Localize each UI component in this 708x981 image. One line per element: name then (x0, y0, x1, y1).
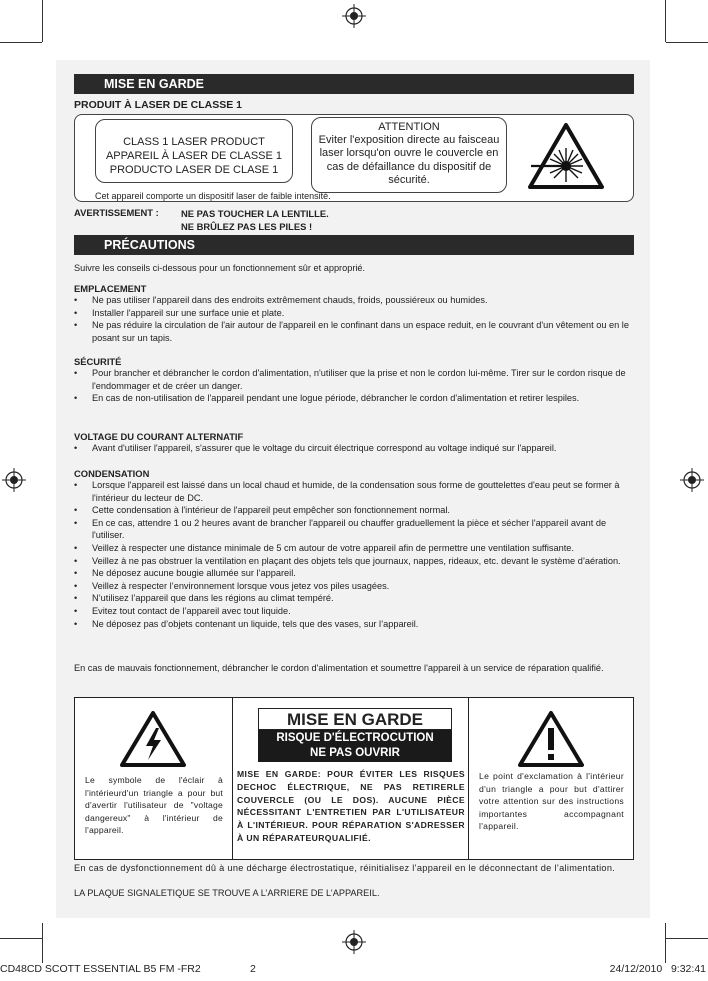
list-item: • Veillez à respecter une distance minimale de 5 cm autour de votre appareil afin de permettre une ventilation suffisante. (74, 542, 634, 555)
footer-timestamp: 24/12/2010 9:32:41 (609, 963, 706, 975)
avertissement-text (181, 207, 329, 233)
list-item: • Pour brancher et débrancher le cordon d'alimentation, n'utiliser que la prise et non le cordon lui-même. Tirer sur le cordon risque de l'endommager et de créer un danger. (74, 367, 634, 392)
section-title: EMPLACEMENT (74, 283, 147, 294)
exclamation-description: Le point d'exclamation à l'intérieur d'un triangle a pour but d'attirer votre attention sur des instructions importantes accompagnant l'appareil. (479, 771, 624, 832)
section-condensation (74, 468, 634, 630)
laser-class-label (95, 119, 293, 183)
class-line: CLASS 1 LASER PRODUCT (123, 136, 265, 148)
avertissement-label: AVERTISSEMENT : (74, 207, 159, 218)
plaque-note: LA PLAQUE SIGNALETIQUE SE TROUVE A L’ARRIERE DE L’APPAREIL. (74, 888, 380, 898)
list-item: • Ne déposez aucune bougie allumée sur l’appareil. (74, 567, 634, 580)
center-cell (233, 698, 469, 859)
list-item: • Avant d'utiliser l'appareil, s'assurer que le voltage du circuit électrique correspond au voltage indiqué sur l'appareil. (74, 442, 634, 455)
section-header-precautions: PRÉCAUTIONS (74, 235, 634, 255)
lightning-cell (75, 698, 233, 859)
low-intensity-note: Cet appareil comporte un dispositif laser de faible intensité. (95, 191, 331, 201)
shock-warning-table (74, 697, 634, 860)
class-line: APPAREIL À LASER DE CLASSE 1 (105, 150, 283, 162)
section-header-mise-en-garde: MISE EN GARDE (74, 74, 634, 94)
center-subtitle-line: RISQUE D'ÉLECTROCUTION (276, 732, 434, 744)
list-item: • Cette condensation à l'intérieur de l'appareil peut empêcher son fonctionnement normal. (74, 504, 634, 517)
list-item: • Ne pas utiliser l'appareil dans des endroits extrêmement chauds, froids, poussiéreux ou humides. (74, 294, 634, 307)
crop-mark (0, 938, 42, 939)
center-title: MISE EN GARDE (258, 708, 452, 730)
list-item: • En ce cas, attendre 1 ou 2 heures avant de brancher l'appareil ou chauffer graduellement la pièce et sécher l'appareil avant de l'utiliser. (74, 517, 634, 542)
intro-text: Suivre les conseils ci-dessous pour un fonctionnement sûr et approprié. (74, 263, 366, 273)
crop-mark (666, 42, 708, 43)
lightning-triangle-icon (119, 710, 187, 768)
attention-label (311, 117, 507, 193)
center-subtitle (258, 730, 452, 762)
exclamation-triangle-icon (517, 710, 585, 768)
crop-mark (666, 938, 708, 939)
section-title: SÉCURITÉ (74, 356, 122, 367)
class-line: PRODUCTO LASER DE CLASE 1 (109, 164, 279, 176)
crop-mark (42, 923, 43, 963)
list-item: • Evitez tout contact de l’appareil avec tout liquide. (74, 605, 634, 618)
avertissement-line: NE PAS TOUCHER LA LENTILLE. (181, 208, 329, 219)
exclamation-cell (469, 698, 632, 859)
section-title: CONDENSATION (74, 468, 150, 479)
crop-mark (42, 0, 43, 42)
avertissement-line: NE BRÛLEZ PAS LES PILES ! (181, 221, 313, 232)
laser-product-class: PRODUIT À LASER DE CLASSE 1 (74, 99, 243, 111)
list-item: • Installer l'appareil sur une surface unie et plate. (74, 307, 634, 320)
section-securite (74, 356, 634, 405)
section-emplacement (74, 283, 634, 344)
list-item: • Ne déposez pas d’objets contenant un liquide, tels que des vases, sur l’appareil. (74, 618, 634, 631)
esd-note: En cas de dysfonctionnement dû à une décharge électrostatique, réinitialisez l’appareil en le déconnectant de l’alimentation. (74, 863, 616, 873)
malfunction-note: En cas de mauvais fonctionnement, débrancher le cordon d'alimentation et soumettre l'appareil à un service de réparation qualifié. (74, 663, 604, 673)
list-item: • Veillez à respecter l’environnement lorsque vous jetez vos piles usagées. (74, 580, 634, 593)
section-title: VOLTAGE DU COURANT ALTERNATIF (74, 431, 244, 442)
list-item: • En cas de non-utilisation de l'appareil pendant une logue période, débrancher le cordon d'alimentation et retirer lespiles. (74, 392, 634, 405)
list-item: • Ne pas réduire la circulation de l'air autour de l'appareil en le confinant dans un espace reduit, en le couvrant d'un vêtement ou en le posant sur un tapis. (74, 319, 634, 344)
registration-mark-icon (680, 468, 704, 492)
crop-mark (665, 923, 666, 963)
list-item: • N’utilisez l’appareil que dans les régions au climat tempéré. (74, 592, 634, 605)
registration-mark-icon (2, 468, 26, 492)
laser-warning-icon (527, 122, 605, 190)
list-item: • Lorsque l'appareil est laissé dans un local chaud et humide, de la condensation sous forme de gouttelettes d'eau peut se former à l'intérieur du lecteur de DC. (74, 479, 634, 504)
footer-filename: CD48CD SCOTT ESSENTIAL B5 FM -FR2 (0, 963, 201, 975)
attention-text: Eviter l'exposition directe au faisceau laser lorsqu'on ouvre le couvercle en cas de défaillance du dispositif de sécurité. (318, 134, 500, 186)
center-warning-text: MISE EN GARDE: POUR ÉVITER LES RISQUES DECHOC ÉLECTRIQUE, NE PAS RETIRERLE COUVERCLE (OU LE DOS). AUCUNE PIÈCE NÉCESSITANT L'ENTRETIEN PAR L'UTILISATEUR À L'INTÉRIEUR. POUR RÉPARATION S'ADRESSER À UN RÉPARATEURQUALIFIÉ. (237, 769, 465, 843)
list-item: • Veillez à ne pas obstruer la ventilation en plaçant des objets tels que journaux, nappes, rideaux, etc. devant le système d’aération. (74, 555, 634, 568)
footer-page-number: 2 (250, 963, 256, 975)
section-voltage (74, 431, 634, 455)
registration-mark-icon (342, 930, 366, 954)
center-subtitle-line: NE PAS OUVRIR (310, 747, 400, 759)
crop-mark (665, 0, 666, 42)
attention-title: ATTENTION (378, 121, 440, 133)
lightning-description: Le symbole de l'éclair à l'intérieurd'un triangle a pour but d'avertir l'utilisateur de "voltage dangereux" à l'intérieur de l'appareil. (85, 775, 223, 836)
registration-mark-icon (342, 4, 366, 28)
crop-mark (0, 42, 42, 43)
